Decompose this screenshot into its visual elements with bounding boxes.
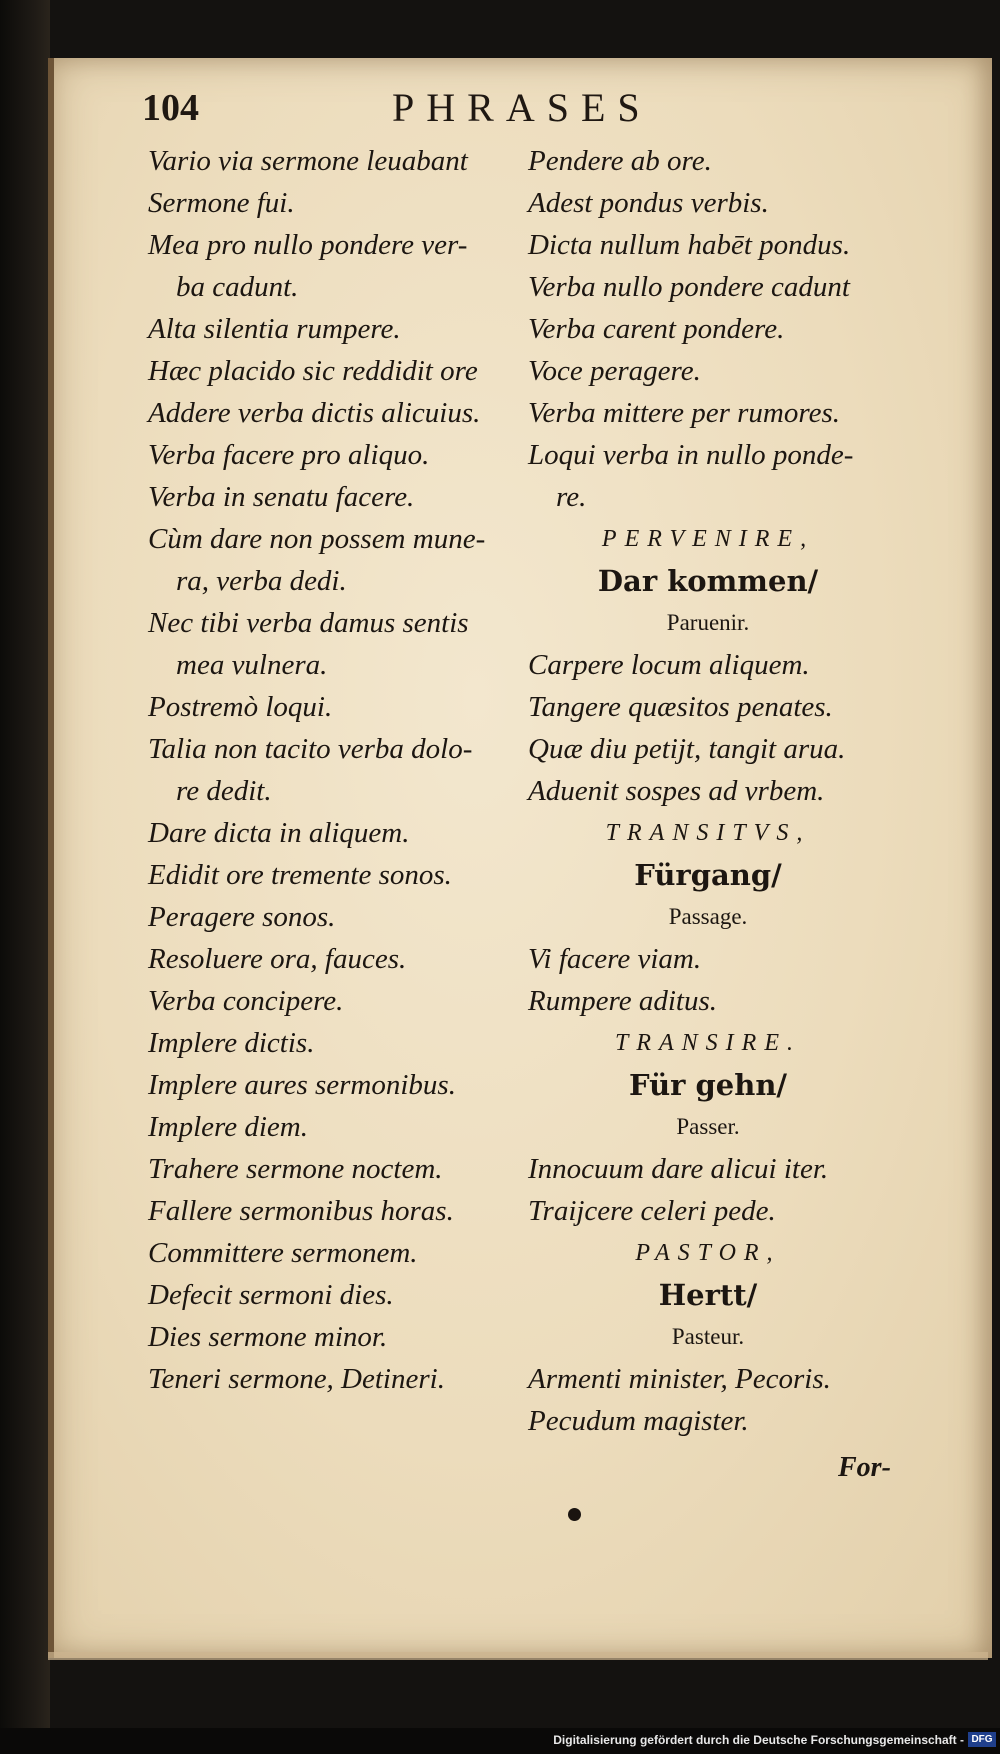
text-line: ba cadunt. [176,271,299,303]
page-edge [48,1652,988,1660]
text-line: Aduenit sospes ad vrbem. [528,775,825,807]
catchword: For- [838,1452,891,1483]
text-line: Implere diem. [148,1111,308,1143]
german-gloss: Für gehn/ [628,1068,788,1102]
text-line: Verba mittere per rumores. [528,397,840,429]
text-line: Loqui verba in nullo ponde- [528,439,854,471]
text-line: Pendere ab ore. [528,145,712,177]
text-line: Verba nullo pondere cadunt [528,271,850,303]
german-gloss: Fürgang/ [634,858,782,892]
text-line: Resoluere ora, fauces. [148,943,407,975]
section-heading: TRANSIRE. [615,1030,801,1056]
text-line: Edidit ore tremente sonos. [148,859,452,891]
text-line: ra, verba dedi. [176,565,347,597]
text-line: Sermone fui. [148,187,295,219]
german-gloss: Dar kommen/ [597,564,819,598]
text-line: Cùm dare non possem mune- [148,523,486,555]
text-line: Nec tibi verba damus sentis [148,607,469,639]
running-title: PHRASES [392,85,652,130]
text-line: Implere dictis. [148,1027,315,1059]
text-line: Armenti minister, Pecoris. [528,1363,831,1395]
text-line: Vi facere viam. [528,943,702,975]
text-line: Rumpere aditus. [528,985,718,1017]
book-binding-shadow [0,0,50,1754]
dfg-logo-icon: DFG [968,1732,996,1747]
text-line: mea vulnera. [176,649,328,681]
text-line: Dare dicta in aliquem. [148,817,410,849]
right-column [528,140,928,1442]
text-line: Voce peragere. [528,355,701,387]
text-line: Implere aures sermonibus. [148,1069,456,1101]
french-gloss: Passer. [676,1114,740,1139]
text-line: Mea pro nullo pondere ver- [148,229,468,261]
text-line: re. [556,481,587,513]
text-line: Trahere sermone noctem. [148,1153,443,1185]
text-line: Quæ diu petijt, tangit arua. [528,733,846,765]
text-line: Talia non tacito verba dolo- [148,733,473,765]
digitization-credit: Digitalisierung gefördert durch die Deutsche Forschungsgemeinschaft - [553,1733,964,1747]
text-line: Fallere sermonibus horas. [148,1195,454,1227]
page-number: 104 [142,87,199,129]
text-line: Verba carent pondere. [528,313,785,345]
french-gloss: Passage. [668,904,748,929]
text-line: Defecit sermoni dies. [148,1279,394,1311]
section-heading: TRANSITVS, [605,820,811,846]
text-line: Postremò loqui. [148,691,333,723]
text-line: Teneri sermone, Detineri. [148,1363,445,1395]
text-line: Hæc placido sic reddidit ore [148,355,478,387]
text-line: Adest pondus verbis. [528,187,769,219]
text-line: Verba in senatu facere. [148,481,415,513]
text-line: Verba facere pro aliquo. [148,439,430,471]
page-header [142,86,862,146]
text-line: Tangere quæsitos penates. [528,691,833,723]
text-line: Committere sermonem. [148,1237,418,1269]
left-column [148,140,568,1400]
text-line: Vario via sermone leuabant [148,145,468,177]
french-gloss: Paruenir. [666,610,750,635]
section-heading: PASTOR, [635,1240,781,1266]
french-gloss: Pasteur. [671,1324,745,1349]
section-heading: PERVENIRE, [601,526,815,552]
text-line: Peragere sonos. [148,901,336,933]
text-line: Addere verba dictis alicuius. [148,397,481,429]
text-line: Dies sermone minor. [148,1321,388,1353]
german-gloss: Hertt/ [658,1278,758,1312]
text-line: Carpere locum aliquem. [528,649,810,681]
text-line: Alta silentia rumpere. [148,313,401,345]
text-line: Pecudum magister. [528,1405,749,1437]
text-line: re dedit. [176,775,272,807]
text-line: Traijcere celeri pede. [528,1195,776,1227]
ink-blot [568,1508,581,1521]
text-line: Innocuum dare alicui iter. [528,1153,829,1185]
text-line: Dicta nullum habēt pondus. [528,229,851,261]
text-line: Verba concipere. [148,985,344,1017]
